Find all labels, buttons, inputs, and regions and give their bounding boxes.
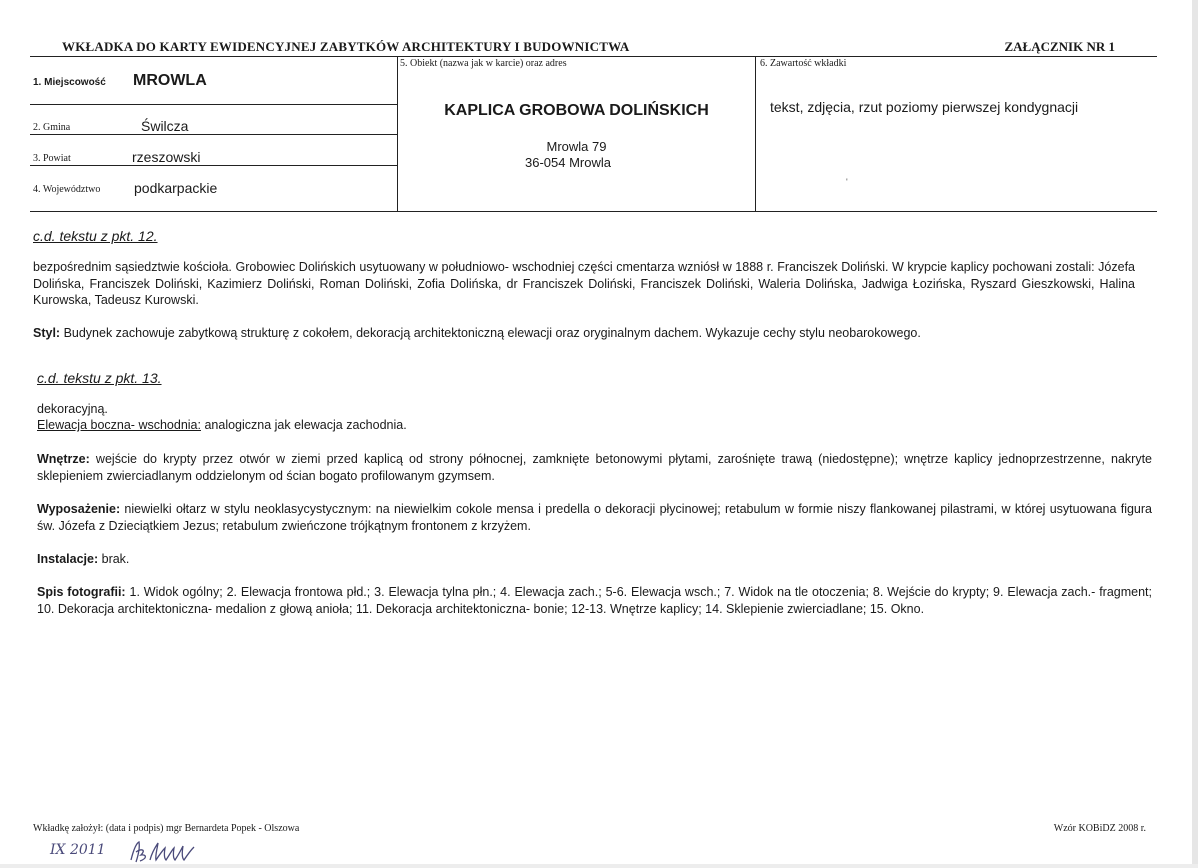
instalacje-paragraph — [37, 551, 1152, 568]
annex-number: ZAŁĄCZNIK NR 1 — [1004, 39, 1115, 54]
section-13-line-1: dekoracyjną. — [37, 402, 108, 416]
section-12-heading: c.d. tekstu z pkt. 12. — [33, 228, 158, 244]
row-divider-2 — [30, 134, 397, 135]
wojewodztwo-value: podkarpackie — [134, 180, 218, 196]
wyposazenie-text: niewielki ołtarz w stylu neoklasycystycznym: na niewielkim cokole mensa i predella o dekoracji płycinowej; retabulum w formie niszy flankowanej pilastrami, w której usytuowana figura św. Józefa z Dzieciątkiem Jezus; retabulum zwieńczone trójkątnym frontonem z krzyżem. — [37, 502, 1152, 533]
wyposazenie-label: Wyposażenie: — [37, 502, 121, 516]
section-13-heading: c.d. tekstu z pkt. 13. — [37, 370, 162, 386]
styl-label: Styl: — [33, 326, 61, 340]
footer-template: Wzór KOBiDZ 2008 r. — [1053, 823, 1146, 834]
footer-author: Wkładkę założył: (data i podpis) mgr Bernardeta Popek - Olszowa — [33, 823, 300, 834]
column-divider-2 — [755, 56, 756, 211]
powiat-label: 3. Powiat — [33, 153, 71, 164]
spis-fotografii-label: Spis fotografii: — [37, 585, 126, 599]
elewacja-wschodnia-text: analogiczna jak elewacja zachodnia. — [200, 418, 407, 432]
powiat-value: rzeszowski — [132, 149, 201, 165]
wnetrze-text: wejście do krypty przez otwór w ziemi przed kaplicą od strony północnej, zamknięte betonowymi płytami, zarośnięte trawą (niedostępne); wnętrze kaplicy jednoprzestrzenne, nakryte sklepieniem zwierciadlanym oddzielonym od ścian bogato profilowanym gzymsem. — [37, 452, 1152, 483]
gmina-label: 2. Gmina — [33, 122, 71, 133]
column-divider-1 — [397, 56, 398, 211]
wnetrze-paragraph — [37, 451, 1152, 484]
zawartosc-value: tekst, zdjęcia, rzut poziomy pierwszej kondygnacji — [770, 99, 1079, 115]
row-divider-3 — [30, 165, 397, 166]
header-rule — [30, 56, 1157, 57]
miejscowosc-label: 1. Miejscowość — [33, 77, 106, 88]
instalacje-label: Instalacje: — [37, 552, 99, 566]
wyposazenie-paragraph — [37, 501, 1152, 534]
address-line-2: 36-054 Mrowla — [525, 155, 611, 170]
instalacje-text: brak. — [98, 552, 130, 566]
scan-speck: ' — [846, 177, 848, 187]
row-divider-1 — [30, 104, 397, 105]
styl-paragraph — [33, 325, 1135, 342]
zawartosc-label: 6. Zawartość wkładki — [760, 58, 847, 69]
section-12-paragraph: bezpośrednim sąsiedztwie kościoła. Grobowiec Dolińskich usytuowany w południowo- wschodniej części cmentarza wzniósł w 1888 r. Franciszek Doliński. W krypcie kaplicy pochowani zostali: Józefa Dolińska, Franciszek Doliński, Kazimierz Doliński, Roman Doliński, Zofia Dolińska, dr Franciszek Doliński, Franciszek Doliński, Waleria Dolińska, Jadwiga Łozińska, Ryszard Gieszkowski, Halina Kurowska, Tadeusz Kurowski. — [33, 260, 1135, 307]
scan-edge-right — [1192, 0, 1198, 868]
form-title: WKŁADKA DO KARTY EWIDENCYJNEJ ZABYTKÓW ARCHITEKTURY I BUDOWNICTWA — [62, 39, 630, 54]
gmina-value: Świlcza — [141, 118, 189, 134]
handwritten-date: IX 2011 — [50, 842, 106, 858]
wojewodztwo-label: 4. Województwo — [33, 184, 101, 195]
elewacja-wschodnia-label: Elewacja boczna- wschodnia: — [37, 418, 201, 432]
object-name: KAPLICA GROBOWA DOLIŃSKICH — [444, 102, 709, 119]
table-bottom-rule — [30, 211, 1157, 212]
wnetrze-label: Wnętrze: — [37, 452, 90, 466]
elewacja-wschodnia-paragraph — [37, 417, 407, 434]
address-line-1: Mrowla 79 — [546, 139, 607, 154]
spis-fotografii-paragraph — [37, 584, 1152, 617]
handwritten-signature — [128, 838, 202, 866]
obiekt-label: 5. Obiekt (nazwa jak w karcie) oraz adres — [400, 58, 567, 69]
spis-fotografii-text: 1. Widok ogólny; 2. Elewacja frontowa płd.; 3. Elewacja tylna płn.; 4. Elewacja zach.; 5-6. Elewacja wsch.; 7. Widok na tle otoczenia; 8. Wejście do krypty; 9. Elewacja zach.- fragment; 10. Dekoracja architektoniczna- medalion z głową anioła; 11. Dekoracja architektoniczna- bonie; 12-13. Wnętrze kaplicy; 14. Sklepienie zwierciadlane; 15. Okno. — [37, 585, 1152, 616]
styl-text: Budynek zachowuje zabytkową strukturę z cokołem, dekoracją architektoniczną elewacji oraz oryginalnym dachem. Wykazuje cechy stylu neobarokowego. — [60, 326, 921, 340]
miejscowosc-value: MROWLA — [133, 72, 207, 89]
